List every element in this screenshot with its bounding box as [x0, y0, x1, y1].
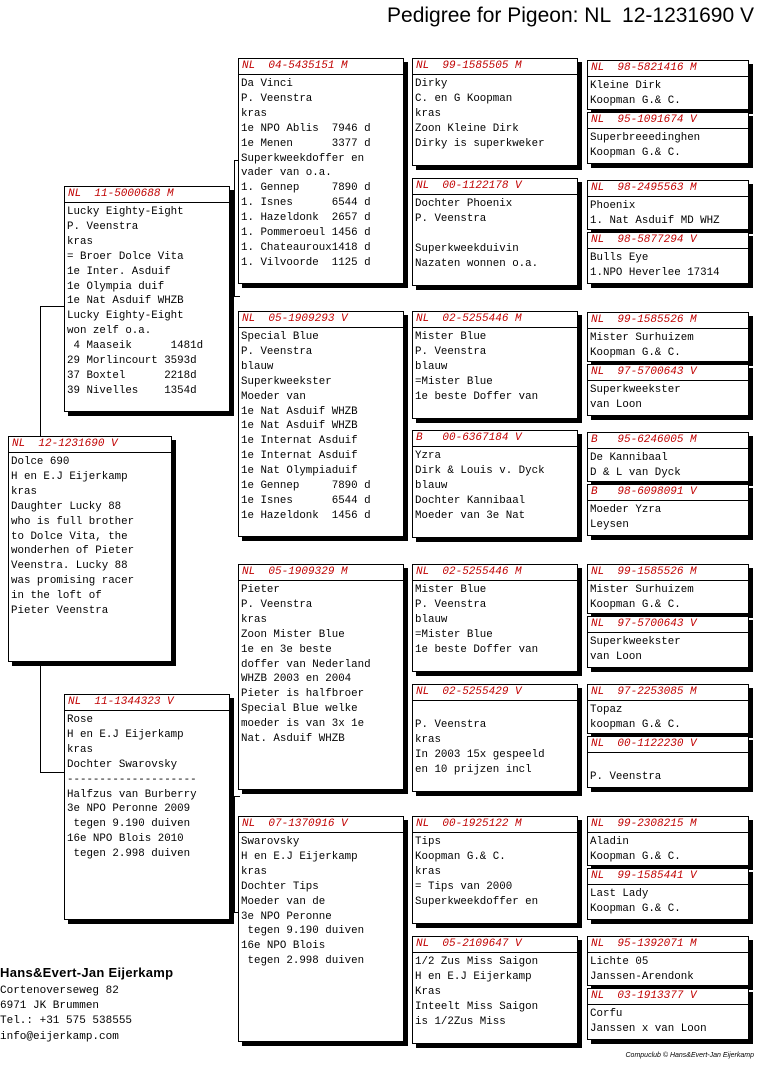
info-line	[415, 227, 575, 242]
pigeon-info	[588, 329, 748, 361]
info-line: 1/2 Zus Miss Saigon	[415, 956, 539, 968]
pigeon-card-g1[interactable]	[587, 60, 749, 110]
info-line: 1e Nat Asduif WHZB	[241, 420, 358, 433]
info-line: P. Veenstra	[415, 345, 487, 358]
info-line: 3e NPO Peronne 2009	[67, 803, 191, 816]
ring-number: NL 99-2308215 M	[588, 817, 748, 833]
info-line: Moeder van de	[241, 895, 326, 908]
info-line: P. Veenstra	[241, 345, 313, 358]
info-line: Veenstra. Lucky 88	[11, 560, 128, 573]
connector-line	[580, 362, 581, 376]
info-line: 1e Internat Asduif	[241, 435, 358, 448]
ring-number: NL 03-1913377 V	[588, 989, 748, 1005]
pigeon-info	[413, 833, 577, 910]
pigeon-card-g5[interactable]	[587, 312, 749, 362]
info-line: koopman G.& C.	[590, 718, 681, 731]
info-line: 3e NPO Peronne	[241, 910, 332, 923]
info-line: Pieter is halfbroer	[241, 688, 365, 701]
info-line: Superkweekduivin	[415, 242, 519, 255]
info-line: 1. Pommeroeul 1456 d	[241, 227, 371, 240]
info-line: P. Veenstra	[241, 598, 313, 611]
info-line: Nazaten wonnen o.a.	[415, 257, 539, 270]
info-line: Koopman G.& C.	[415, 850, 506, 863]
ring-number: NL 11-5000688 M	[65, 187, 229, 203]
info-line: =Mister Blue	[415, 375, 493, 388]
info-line: Leysen	[590, 518, 629, 531]
breeder-city: 6971 JK Brummen	[0, 1000, 100, 1013]
info-line: Moeder van	[241, 390, 306, 403]
pigeon-card-fmm[interactable]	[412, 430, 578, 538]
info-line: Lucky Eighty-Eight	[67, 310, 184, 323]
ring-number: NL 98-5877294 V	[588, 233, 748, 249]
info-line: blauw	[415, 360, 448, 373]
pigeon-info	[588, 581, 748, 613]
info-line: Swarovsky	[241, 836, 300, 848]
pigeon-card-g14[interactable]	[587, 868, 749, 920]
connector-line	[580, 614, 581, 628]
ring-number: NL 95-1091674 V	[588, 113, 748, 129]
ring-number: NL 97-5700643 V	[588, 617, 748, 633]
pigeon-info	[413, 953, 577, 1030]
connector-line	[404, 644, 405, 740]
connector-line	[40, 306, 41, 436]
info-line: Superkweekster	[590, 636, 681, 648]
info-line: Halfzus van Burberry	[67, 788, 197, 801]
info-line: Janssen-Arendonk	[590, 970, 694, 983]
info-line: Pieter	[241, 584, 280, 596]
info-line: Special Blue	[241, 331, 319, 343]
connector-line	[404, 392, 405, 488]
ring-number: NL 04-5435151 M	[239, 59, 403, 75]
info-line: 16e NPO Blois 2010	[67, 833, 184, 846]
pigeon-card-ffm[interactable]	[412, 178, 578, 286]
info-line: 1. Hazeldonk 2657 d	[241, 212, 371, 225]
ring-number: NL 95-1392071 M	[588, 937, 748, 953]
info-line: Moeder Yzra	[590, 504, 662, 516]
breeder-phone: Tel.: +31 575 538555	[0, 1015, 133, 1028]
info-line: H en E.J Eijerkamp	[67, 728, 184, 741]
info-line: 1e Nat Asduif WHZB	[67, 295, 184, 308]
ring-number: NL 97-2253085 M	[588, 685, 748, 701]
pigeon-info	[588, 501, 748, 533]
info-line: --------------------	[67, 773, 197, 786]
info-line: 1e Isnes 6544 d	[241, 494, 371, 507]
info-line: Kras	[415, 985, 441, 998]
info-line: Tips	[415, 836, 441, 848]
pigeon-card-g9[interactable]	[587, 564, 749, 614]
info-line: Superkweekster	[590, 384, 681, 396]
connector-line	[234, 796, 235, 912]
info-line: D & L van Dyck	[590, 466, 681, 479]
ring-number: NL 07-1370916 V	[239, 817, 403, 833]
pigeon-card-g3[interactable]	[587, 180, 749, 230]
info-line: 1e NPO Ablis 7946 d	[241, 122, 371, 135]
info-line: Koopman G.& C.	[590, 94, 681, 107]
info-line: WHZB 2003 en 2004	[241, 673, 352, 686]
info-line: Lucky Eighty-Eight	[67, 206, 184, 218]
pigeon-info	[588, 753, 748, 785]
pigeon-card-mff[interactable]	[412, 564, 578, 672]
ring-number: NL 00-1122230 V	[588, 737, 748, 753]
pigeon-card-ff[interactable]	[238, 58, 404, 284]
pigeon-info	[9, 453, 171, 619]
info-line: Rose	[67, 714, 93, 726]
info-line	[415, 703, 575, 718]
pigeon-card-g7[interactable]	[587, 432, 749, 482]
info-line: 1e Gennep 7890 d	[241, 480, 371, 493]
pigeon-card-g15[interactable]	[587, 936, 749, 986]
connector-line	[230, 850, 235, 851]
info-line: Koopman G.& C.	[590, 146, 681, 159]
info-line: 1. Vilvoorde 1125 d	[241, 256, 371, 269]
info-line: tegen 2.998 duiven	[67, 848, 191, 861]
info-line: Yzra	[415, 450, 441, 462]
ring-number: B 98-6098091 V	[588, 485, 748, 501]
info-line: who is full brother	[11, 515, 135, 528]
connector-line	[40, 662, 41, 772]
info-line: Special Blue welke	[241, 703, 358, 716]
breeder-street: Cortenoverseweg 82	[0, 985, 119, 997]
info-line: Dirk & Louis v. Dyck	[415, 464, 545, 477]
info-line: Janssen x van Loon	[590, 1022, 707, 1035]
connector-line	[404, 108, 405, 220]
info-line: H en E.J Eijerkamp	[415, 970, 532, 983]
info-line: = Tips van 2000	[415, 880, 513, 893]
info-line: Mister Blue	[415, 584, 487, 596]
pigeon-info	[588, 129, 748, 161]
info-line: H en E.J Eijerkamp	[11, 470, 128, 483]
info-line: Dirky is superkweker	[415, 137, 545, 150]
pigeon-info	[65, 711, 229, 862]
info-line: Last Lady	[590, 888, 649, 900]
ring-number: NL 12-1231690 V	[9, 437, 171, 453]
info-line: Pieter Veenstra	[11, 605, 109, 618]
info-line: kras	[415, 733, 441, 746]
pigeon-info	[588, 633, 748, 665]
ring-number: NL 99-1585526 M	[588, 565, 748, 581]
info-line: 1e Olympia duif	[67, 280, 165, 293]
info-line: Superkweekdoffer en	[415, 895, 539, 908]
info-line: Dirky	[415, 78, 448, 90]
info-line: Superbreeedinghen	[590, 132, 701, 144]
info-line: = Broer Dolce Vita	[67, 250, 184, 263]
info-line: P. Veenstra	[415, 212, 487, 225]
info-line: 1. Nat Asduif MD WHZ	[590, 214, 720, 227]
info-line: won zelf o.a.	[67, 325, 152, 338]
pigeon-card-fm[interactable]	[238, 311, 404, 537]
info-line: Mister Surhuizem	[590, 332, 694, 344]
pigeon-info	[588, 885, 748, 917]
info-line: was promising racer	[11, 575, 135, 588]
info-line: Superkweekdoffer en	[241, 152, 365, 165]
info-line: Superkweekster	[241, 375, 332, 388]
info-line: kras	[67, 743, 93, 756]
ring-number: NL 98-5821416 M	[588, 61, 748, 77]
pigeon-info	[588, 77, 748, 109]
info-line: van Loon	[590, 650, 642, 663]
pigeon-info	[413, 75, 577, 152]
footer-credit: Compuclub © Hans&Evert-Jan Eijerkamp	[625, 1052, 754, 1059]
info-line: blauw	[415, 613, 448, 626]
connector-line	[234, 796, 240, 797]
connector-line	[234, 160, 235, 296]
ring-number: NL 00-1925122 M	[413, 817, 577, 833]
ring-number: NL 02-5255446 M	[413, 565, 577, 581]
info-line: 1e Internat Asduif	[241, 450, 358, 463]
ring-number: NL 05-1909293 V	[239, 312, 403, 328]
info-line: Koopman G.& C.	[590, 850, 681, 863]
info-line: 1e Nat Asduif WHZB	[241, 405, 358, 418]
ring-number: NL 99-1585505 M	[413, 59, 577, 75]
info-line: 1. Isnes 6544 d	[241, 197, 371, 210]
info-line: Da Vinci	[241, 78, 293, 90]
info-line: Zoon Kleine Dirk	[415, 122, 519, 135]
pigeon-info	[588, 833, 748, 865]
info-line: 39 Nivelles 1354d	[67, 384, 197, 397]
info-line: van Loon	[590, 398, 642, 411]
page-title: Pedigree for Pigeon: NL 12-1231690 V	[387, 4, 754, 27]
info-line: Mister Blue	[415, 331, 487, 343]
info-line: tegen 2.998 duiven	[241, 955, 365, 968]
info-line: 1e Inter. Asduif	[67, 265, 171, 278]
info-line: Aladin	[590, 836, 629, 848]
info-line: Daughter Lucky 88	[11, 500, 122, 513]
pigeon-info	[239, 833, 403, 969]
pigeon-info	[239, 328, 403, 524]
connector-line	[40, 772, 66, 773]
pigeon-info	[413, 701, 577, 778]
info-line: Mister Surhuizem	[590, 584, 694, 596]
breeder-email[interactable]: info@eijerkamp.com	[0, 1030, 119, 1043]
pigeon-info	[413, 581, 577, 658]
ring-number: NL 97-5700643 V	[588, 365, 748, 381]
pigeon-card-mmm[interactable]	[412, 936, 578, 1044]
info-line: P. Veenstra	[241, 92, 313, 105]
ring-number: B 95-6246005 M	[588, 433, 748, 449]
info-line: blauw	[241, 360, 274, 373]
info-line: 29 Morlincourt 3593d	[67, 355, 197, 368]
info-line: en 10 prijzen incl	[415, 763, 532, 776]
pigeon-card-g12[interactable]	[587, 736, 749, 788]
info-line: 4 Maaseik 1481d	[67, 340, 204, 353]
info-line: In 2003 15x gespeeld	[415, 748, 545, 761]
ring-number: NL 05-1909329 M	[239, 565, 403, 581]
connector-line	[404, 896, 405, 992]
info-line: is 1/2Zus Miss	[415, 1015, 506, 1028]
info-line: 1e beste Doffer van	[415, 390, 539, 403]
info-line: kras	[415, 107, 441, 120]
ring-number: NL 00-1122178 V	[413, 179, 577, 195]
pigeon-card-g13[interactable]	[587, 816, 749, 866]
connector-line	[580, 734, 581, 748]
ring-number: NL 05-2109647 V	[413, 937, 577, 953]
info-line: moeder is van 3x 1e	[241, 718, 365, 731]
info-line: Dochter Swarovsky	[67, 758, 178, 771]
info-line: 16e NPO Blois	[241, 940, 326, 953]
ring-number: NL 11-1344323 V	[65, 695, 229, 711]
ring-number: NL 99-1585526 M	[588, 313, 748, 329]
pigeon-info	[239, 75, 403, 271]
pigeon-card-g10[interactable]	[587, 616, 749, 668]
info-line: Inteelt Miss Saigon	[415, 1000, 539, 1013]
breeder-info	[0, 962, 173, 1045]
info-line: Zoon Mister Blue	[241, 628, 345, 641]
pigeon-card-g4[interactable]	[587, 232, 749, 284]
ring-number: NL 99-1585441 V	[588, 869, 748, 885]
info-line: 1e Hazeldonk 1456 d	[241, 509, 371, 522]
pigeon-card-mother[interactable]	[64, 694, 230, 920]
breeder-name: Hans&Evert-Jan Eijerkamp	[0, 965, 174, 980]
info-line: P. Veenstra	[415, 598, 487, 611]
info-line: 1e beste Doffer van	[415, 643, 539, 656]
connector-line	[580, 230, 581, 244]
info-line: kras	[67, 235, 93, 248]
info-line: Topaz	[590, 704, 623, 716]
info-line: wonderhen of Pieter	[11, 545, 135, 558]
info-line: 1e Nat Olympiaduif	[241, 465, 358, 478]
info-line: Moeder van 3e Nat	[415, 509, 526, 522]
pigeon-info	[413, 195, 577, 272]
info-line: Lichte 05	[590, 956, 649, 968]
info-line: Dochter Phoenix	[415, 198, 513, 210]
pigeon-info	[588, 197, 748, 229]
pigeon-info	[239, 581, 403, 747]
pigeon-card-mf[interactable]	[238, 564, 404, 790]
info-line: C. en G Koopman	[415, 92, 513, 105]
pigeon-card-g16[interactable]	[587, 988, 749, 1040]
info-line: Corfu	[590, 1008, 623, 1020]
ring-number: NL 02-5255446 M	[413, 312, 577, 328]
pigeon-card-father[interactable]	[64, 186, 230, 412]
info-line: P. Veenstra	[67, 220, 139, 233]
info-line: kras	[241, 865, 267, 878]
info-line: Phoenix	[590, 200, 636, 212]
info-line	[590, 755, 746, 770]
info-line: kras	[11, 485, 37, 498]
pigeon-card-g6[interactable]	[587, 364, 749, 416]
info-line: Koopman G.& C.	[590, 598, 681, 611]
pigeon-card-mmf[interactable]	[412, 816, 578, 924]
pigeon-info	[588, 1005, 748, 1037]
info-line: kras	[241, 613, 267, 626]
connector-line	[40, 306, 66, 307]
pigeon-card-fmf[interactable]	[412, 311, 578, 419]
info-line: tegen 9.190 duiven	[67, 818, 191, 831]
info-line: P. Veenstra	[590, 770, 662, 783]
info-line: Koopman G.& C.	[590, 346, 681, 359]
info-line: in the loft of	[11, 590, 102, 603]
pigeon-card-g2[interactable]	[587, 112, 749, 164]
pigeon-info	[588, 953, 748, 985]
connector-line	[580, 866, 581, 880]
info-line: Dochter Kannibaal	[415, 494, 526, 507]
info-line: doffer van Nederland	[241, 658, 371, 671]
info-line: Dochter Tips	[241, 880, 319, 893]
info-line: 1e Menen 3377 d	[241, 137, 371, 150]
info-line: tegen 9.190 duiven	[241, 925, 365, 938]
pigeon-card-g11[interactable]	[587, 684, 749, 734]
pigeon-card-mm[interactable]	[238, 816, 404, 1042]
info-line: Dolce 690	[11, 456, 70, 468]
pigeon-info	[588, 249, 748, 281]
info-line: De Kannibaal	[590, 452, 668, 464]
pigeon-info	[588, 701, 748, 733]
info-line: kras	[241, 107, 267, 120]
ring-number: NL 02-5255429 V	[413, 685, 577, 701]
pigeon-info	[65, 203, 229, 399]
info-line: Nat. Asduif WHZB	[241, 733, 345, 746]
info-line: Kleine Dirk	[590, 80, 662, 92]
pigeon-info	[413, 328, 577, 405]
info-line: P. Veenstra	[415, 718, 487, 731]
info-line: 1. Gennep 7890 d	[241, 182, 371, 195]
info-line: kras	[415, 865, 441, 878]
info-line: Koopman G.& C.	[590, 902, 681, 915]
ring-number: B 00-6367184 V	[413, 431, 577, 447]
info-line: =Mister Blue	[415, 628, 493, 641]
connector-line	[580, 482, 581, 496]
info-line: 37 Boxtel 2218d	[67, 369, 197, 382]
pigeon-info	[588, 449, 748, 481]
pigeon-card-mfm[interactable]	[412, 684, 578, 792]
pigeon-card-fff[interactable]	[412, 58, 578, 166]
ring-number: NL 98-2495563 M	[588, 181, 748, 197]
connector-line	[580, 110, 581, 124]
info-line: 1. Chateauroux1418 d	[241, 241, 371, 254]
info-line: blauw	[415, 479, 448, 492]
pigeon-info	[588, 381, 748, 413]
pigeon-card-g8[interactable]	[587, 484, 749, 536]
info-line: H en E.J Eijerkamp	[241, 850, 358, 863]
info-line: 1e en 3e beste	[241, 643, 332, 656]
info-line: vader van o.a.	[241, 167, 332, 180]
connector-line	[580, 986, 581, 1000]
info-line: to Dolce Vita, the	[11, 530, 128, 543]
pigeon-card-subject[interactable]	[8, 436, 172, 662]
pigeon-info	[413, 447, 577, 524]
info-line: 1.NPO Heverlee 17314	[590, 266, 720, 279]
info-line: Bulls Eye	[590, 252, 649, 264]
connector-line	[234, 296, 240, 297]
